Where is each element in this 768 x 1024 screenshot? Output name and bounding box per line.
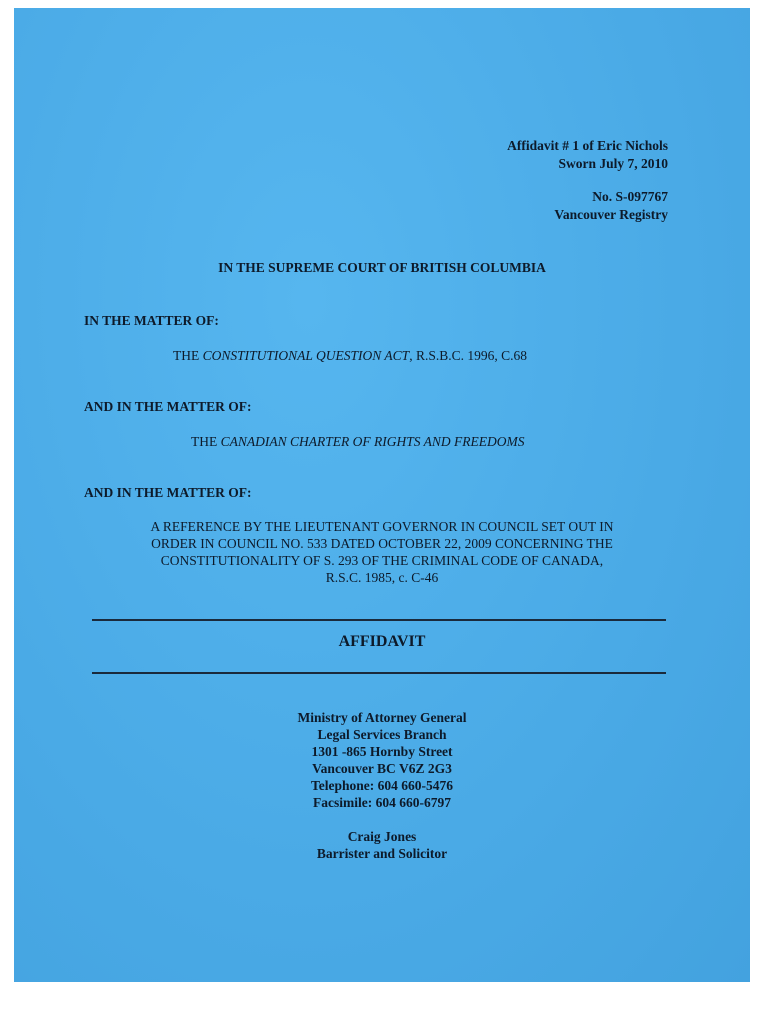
contact-line-5: Telephone: 604 660-5476 (310, 778, 453, 793)
matter-suffix-1: , R.S.B.C. 1996, C.68 (409, 348, 527, 363)
counsel-role: Barrister and Solicitor (316, 846, 448, 861)
matter-text-2 (191, 433, 524, 450)
reference-line-4: R.S.C. 1985, c. C-46 (325, 570, 439, 585)
document-page (14, 8, 750, 982)
matter-text-1 (173, 347, 527, 364)
document-title: AFFIDAVIT (338, 633, 426, 650)
matter-heading-2: AND IN THE MATTER OF: (84, 399, 252, 414)
bottom-divider (92, 672, 666, 674)
counsel-name: Craig Jones (347, 829, 417, 844)
contact-line-1: Ministry of Attorney General (297, 710, 467, 725)
contact-line-4: Vancouver BC V6Z 2G3 (312, 761, 452, 776)
matter-heading-3: AND IN THE MATTER OF: (84, 485, 252, 500)
contact-line-2: Legal Services Branch (317, 727, 447, 742)
matter-act-name-2: CANADIAN CHARTER OF RIGHTS AND FREEDOMS (220, 434, 525, 449)
matter-prefix-2: THE (191, 434, 221, 449)
sworn-date: Sworn July 7, 2010 (558, 156, 668, 171)
reference-line-2: ORDER IN COUNCIL NO. 533 DATED OCTOBER 22, 2009 CONCERNING THE (151, 536, 613, 551)
contact-line-6: Facsimile: 604 660-6797 (313, 795, 451, 810)
matter-act-name-1: CONSTITUTIONAL QUESTION ACT (202, 348, 410, 363)
registry: Vancouver Registry (554, 207, 668, 222)
contact-line-3: 1301 -865 Hornby Street (311, 744, 453, 759)
affidavit-number: Affidavit # 1 of Eric Nichols (507, 138, 668, 153)
matter-prefix-1: THE (173, 348, 203, 363)
top-divider (92, 619, 666, 621)
reference-line-3: CONSTITUTIONALITY OF S. 293 OF THE CRIMINAL CODE OF CANADA, (160, 553, 604, 568)
reference-line-1: A REFERENCE BY THE LIEUTENANT GOVERNOR IN COUNCIL SET OUT IN (150, 519, 614, 534)
matter-heading-1: IN THE MATTER OF: (84, 313, 219, 328)
court-title: IN THE SUPREME COURT OF BRITISH COLUMBIA (218, 260, 546, 275)
file-number: No. S-097767 (592, 189, 668, 204)
